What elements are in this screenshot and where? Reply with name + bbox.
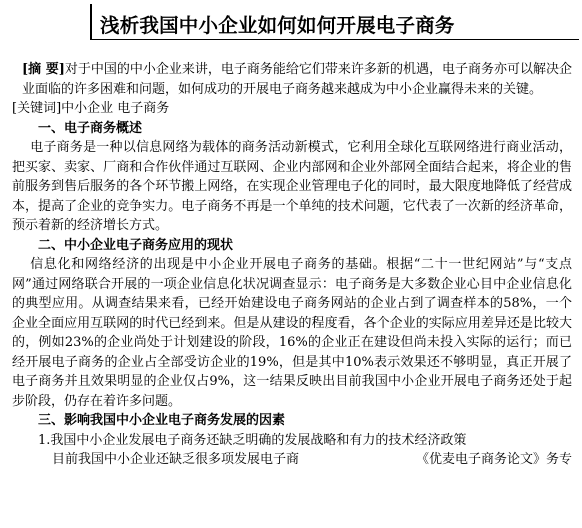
keywords (12, 99, 572, 119)
abstract (12, 60, 572, 99)
document-body (12, 60, 572, 470)
watermark-text: 《优麦电子商务论文》务专 (415, 452, 572, 467)
abstract-label: [摘 要] (22, 62, 65, 77)
section-heading-3: 三、影响我国中小企业电子商务发展的因素 (38, 413, 286, 428)
section-heading-2: 二、中小企业电子商务应用的现状 (38, 237, 234, 253)
section-2-paragraph: 信息化和网络经济的出现是中小企业开展电子商务的基础。根据“二十一世纪网站”与“支点网”通过网络联合开展的一项企业信息化状况调查显示：电子商务是大多数企业心目中企业信息化的典型应用。从调查结果来看，已经开始建设电子商务网站的企业占到了调查样本的58%，一个企业全面应用互联网的时代已经到来。但是从建设的程度看，各个企业的实际应用差异还是比较大的，例如23%的企业尚处于计划建设的阶段，16%的企业正在建设但尚未投入实际的运行；而已经开展电子商务的企业占全部受访企业的19%，但是其中10%表示效果还不够明显，真正开展了电子商务并且效果明显的企业仅占9%，这一结果反映出目前我国中小企业开展电子商务还处于起步阶段，仍存在着许多问题。 (12, 257, 572, 409)
section-heading-1: 一、电子商务概述 (38, 120, 143, 136)
abstract-text: 对于中国的中小企业来讲，电子商务能给它们带来许多新的机遇，电子商务亦可以解决企业面临的许多困难和问题，如何成功的开展电子商务越来越成为中小企业赢得未来的关键。 (22, 62, 572, 97)
keywords-text: 中小企业 电子商务 (61, 101, 170, 116)
section-3-list-item: 1.我国中小企业发展电子商务还缺乏明确的发展战略和有力的技术经济政策 (38, 432, 467, 448)
section-3-last-line-left: 目前我国中小企业还缺乏很多项发展电子商 (52, 452, 300, 467)
section-1-paragraph: 电子商务是一种以信息网络为载体的商务活动新模式，它利用全球化互联网络进行商业活动，把买家、卖家、厂商和合作伙伴通过互联网、企业内部网和企业外部网全面结合起来，将企业的售前服务到售后服务的各个环节搬上网络，在实现企业管理电子化的同时，最大限度地降低了经营成本，提高了企业的竞争实力。电子商务不再是一个单纯的技术问题，它代表了一次新的经济革命，预示着新的经济增长方式。 (12, 140, 572, 233)
title-box (90, 4, 579, 40)
section-3-last-line (12, 450, 572, 470)
keywords-label: [关键词] (12, 101, 62, 116)
title-underline (92, 39, 579, 40)
page-title: 浅析我国中小企业如何如何开展电子商务 (100, 14, 455, 37)
